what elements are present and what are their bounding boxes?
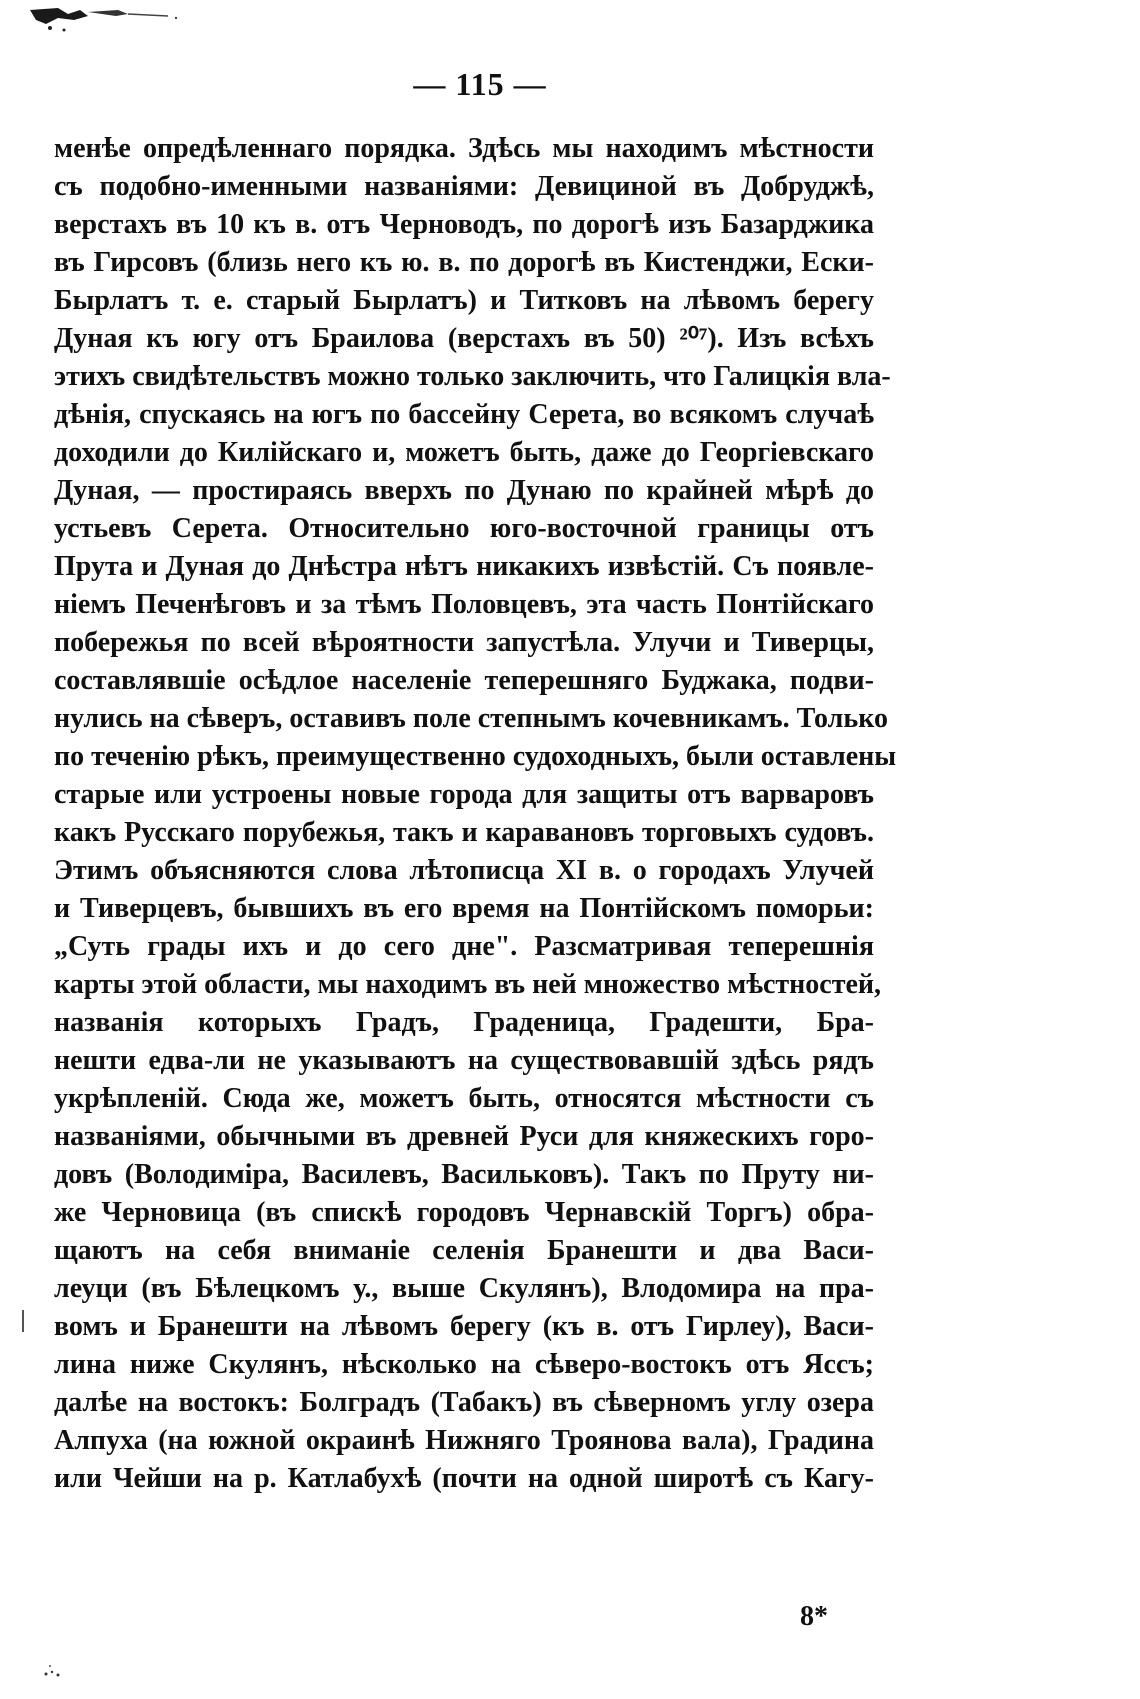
text-line: Дуная къ югу отъ Браилова (верстахъ въ 50) ²⁰⁷). Изъ всѣхъ xyxy=(54,323,874,354)
text-line: Бырлатъ т. е. старый Бырлатъ) и Титковъ на лѣвомъ берегу xyxy=(54,285,874,316)
text-line: нешти едва-ли не указываютъ на существовавшій здѣсь рядъ xyxy=(54,1045,874,1076)
text-line: въ Гирсовъ (близь него къ ю. в. по дорогѣ въ Кистенджи, Ески- xyxy=(54,247,874,278)
text-line: старые или устроены новые города для защиты отъ варваровъ xyxy=(54,779,874,810)
text-line: или Чейши на р. Катлабухѣ (почти на одной широтѣ съ Кагу- xyxy=(54,1463,874,1494)
text-line: по теченію рѣкъ, преимущественно судоходныхъ, были оставлены xyxy=(54,741,897,772)
text-line: карты этой области, мы находимъ въ ней множество мѣстностей, xyxy=(54,969,882,1000)
main-text xyxy=(54,130,897,1498)
text-line: составлявшіе осѣдлое населеніе теперешняго Буджака, подви- xyxy=(54,665,874,696)
margin-mark xyxy=(22,1310,24,1332)
text-line: дѣнія, спускаясь на югъ по бассейну Серета, во всякомъ случаѣ xyxy=(54,399,874,430)
text-line: довъ (Володиміра, Василевъ, Васильковъ). Такъ по Пруту ни- xyxy=(54,1159,874,1190)
text-line: устьевъ Серета. Относительно юго-восточной границы отъ xyxy=(54,513,874,544)
text-line: названіями, обычными въ древней Руси для княжескихъ горо- xyxy=(54,1121,874,1152)
text-line: и Тиверцевъ, бывшихъ въ его время на Понтійскомъ поморьи: xyxy=(54,893,874,924)
text-line: побережья по всей вѣроятности запустѣла. Улучи и Тиверцы, xyxy=(54,627,874,658)
text-line: названія которыхъ Градъ, Граденица, Градешти, Бра- xyxy=(54,1007,874,1038)
text-line: этихъ свидѣтельствъ можно только заключить, что Галицкія вла- xyxy=(54,361,891,392)
text-line: „Суть грады ихъ и до сего дне". Разсматривая теперешнія xyxy=(54,931,874,962)
ink-smudge-bottom xyxy=(40,1660,68,1680)
page-number: — 115 — xyxy=(413,66,547,102)
text-line: съ подобно-именными названіями: Девициной въ Добруджѣ, xyxy=(54,171,874,202)
text-line: же Черновица (въ спискѣ городовъ Чернавскій Торгъ) обра- xyxy=(54,1197,874,1228)
ink-smudge-top xyxy=(28,4,178,34)
text-line: доходили до Килійскаго и, можетъ быть, даже до Георгіевскаго xyxy=(54,437,874,468)
text-line: Дуная, — простираясь вверхъ по Дунаю по крайней мѣрѣ до xyxy=(54,475,874,506)
text-line: менѣе опредѣленнаго порядка. Здѣсь мы находимъ мѣстности xyxy=(54,133,874,164)
text-line: укрѣпленій. Сюда же, можетъ быть, относятся мѣстности съ xyxy=(54,1083,874,1114)
text-line: вомъ и Бранешти на лѣвомъ берегу (къ в. отъ Гирлеу), Васи- xyxy=(54,1311,874,1342)
text-line: далѣе на востокъ: Болградъ (Табакъ) въ сѣверномъ углу озера xyxy=(54,1387,874,1418)
text-line: нулись на сѣверъ, оставивъ поле степнымъ кочевникамъ. Только xyxy=(54,703,888,734)
printer-signature-mark: 8* xyxy=(800,1601,828,1632)
text-line: верстахъ въ 10 къ в. отъ Черноводъ, по дорогѣ изъ Базарджика xyxy=(54,209,874,240)
text-line: Прута и Дуная до Днѣстра нѣтъ никакихъ извѣстій. Съ появле- xyxy=(54,551,874,582)
text-line: Этимъ объясняются слова лѣтописца XI в. о городахъ Улучей xyxy=(54,855,874,886)
text-line: лина ниже Скулянъ, нѣсколько на сѣверо-востокъ отъ Яссъ; xyxy=(54,1349,874,1380)
text-line: щаютъ на себя вниманіе селенія Бранешти и два Васи- xyxy=(54,1235,874,1266)
text-line: какъ Русскаго порубежья, такъ и каравановъ торговыхъ судовъ. xyxy=(54,817,874,848)
text-line: ніемъ Печенѣговъ и за тѣмъ Половцевъ, эта часть Понтійскаго xyxy=(54,589,874,620)
text-line: Алпуха (на южной окраинѣ Нижняго Троянова вала), Градина xyxy=(54,1425,874,1456)
text-line: леуци (въ Бѣлецкомъ у., выше Скулянъ), Влодомира на пра- xyxy=(54,1273,874,1304)
